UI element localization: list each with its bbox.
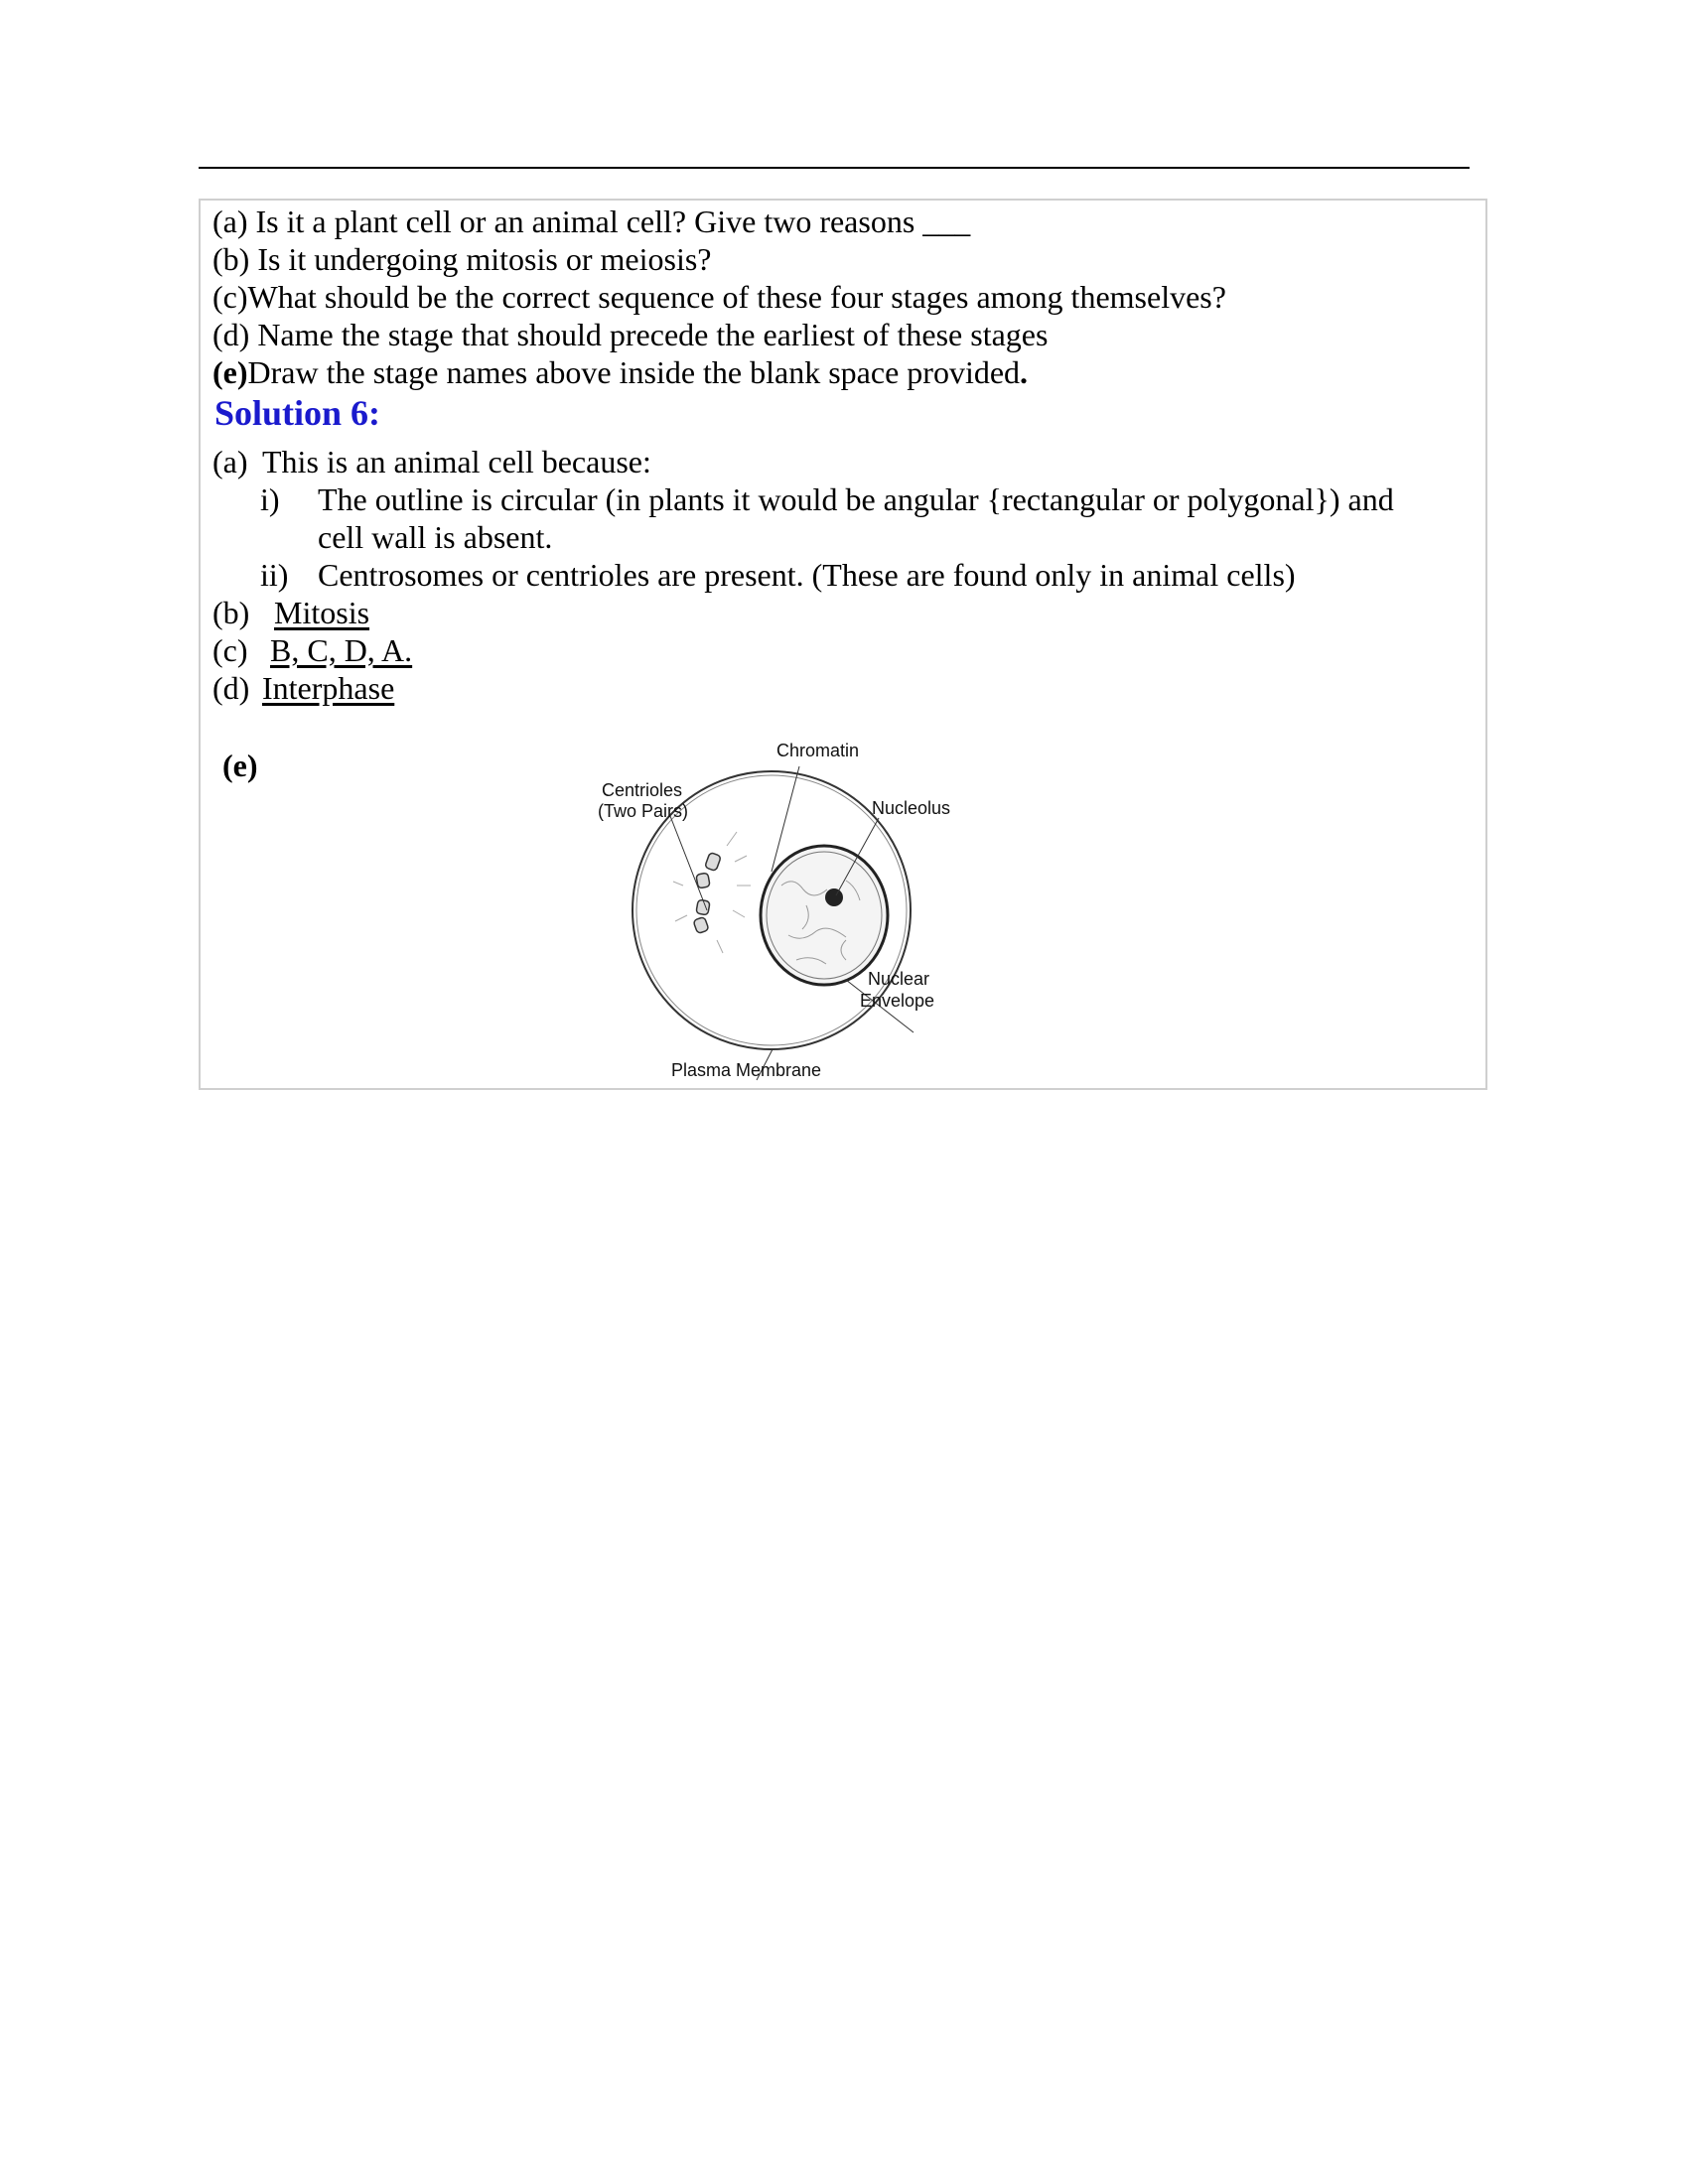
question-e-end: . bbox=[1020, 354, 1029, 390]
answer-b-value: Mitosis bbox=[274, 595, 370, 630]
solution-heading: Solution 6: bbox=[214, 393, 381, 433]
cell-diagram bbox=[379, 737, 1094, 1084]
question-c: (c)What should be the correct sequence of these four stages among themselves? bbox=[212, 279, 1226, 315]
answer-d-tag: (d) bbox=[212, 670, 250, 706]
label-chromatin: Chromatin bbox=[776, 741, 860, 760]
reason-1-num: i) bbox=[260, 481, 280, 517]
label-two-pairs: (Two Pairs) bbox=[598, 801, 689, 821]
answer-e-tag: (e) bbox=[222, 748, 258, 783]
nucleolus-shape bbox=[825, 888, 843, 906]
question-e bbox=[212, 353, 1028, 391]
answer-b bbox=[212, 594, 369, 631]
reason-1-continuation: cell wall is absent. bbox=[318, 519, 553, 555]
question-frame bbox=[199, 199, 1487, 1090]
question-d: (d) Name the stage that should precede the earliest of these stages bbox=[212, 317, 1049, 352]
answer-c-tag: (c) bbox=[212, 632, 248, 668]
question-a: (a) Is it a plant cell or an animal cell? Give two reasons ___ bbox=[212, 204, 971, 239]
answer-d bbox=[212, 669, 394, 707]
label-nucleolus: Nucleolus bbox=[872, 798, 951, 818]
aster-lines bbox=[673, 832, 751, 953]
reason-2-num: ii) bbox=[260, 557, 289, 593]
nuclear-envelope-shape bbox=[761, 846, 888, 985]
answer-d-value: Interphase bbox=[262, 670, 395, 706]
answer-c-value: B, C, D, A. bbox=[270, 632, 413, 668]
reason-2-text: Centrosomes or centrioles are present. (These are found only in animal cells) bbox=[318, 557, 1296, 593]
label-plasma-membrane: Plasma Membrane bbox=[671, 1060, 822, 1080]
question-e-tag: (e) bbox=[212, 354, 248, 390]
reason-2 bbox=[260, 556, 1296, 594]
answer-c bbox=[212, 631, 412, 669]
label-nuclear: Nuclear bbox=[868, 969, 930, 989]
question-b: (b) Is it undergoing mitosis or meiosis? bbox=[212, 241, 712, 277]
answer-a bbox=[212, 443, 651, 480]
label-centrioles: Centrioles bbox=[602, 780, 683, 800]
question-e-text: Draw the stage names above inside the blank space provided bbox=[247, 354, 1021, 390]
answer-a-tag: (a) bbox=[212, 444, 248, 479]
top-rule bbox=[199, 167, 1470, 169]
label-envelope: Envelope bbox=[860, 991, 935, 1011]
answer-a-intro: This is an animal cell because: bbox=[262, 444, 651, 479]
reason-1 bbox=[260, 480, 1394, 518]
reason-1-text: The outline is circular (in plants it would be angular {rectangular or polygonal}) and bbox=[318, 481, 1394, 517]
centrioles-shape bbox=[693, 852, 721, 933]
answer-b-tag: (b) bbox=[212, 595, 250, 630]
